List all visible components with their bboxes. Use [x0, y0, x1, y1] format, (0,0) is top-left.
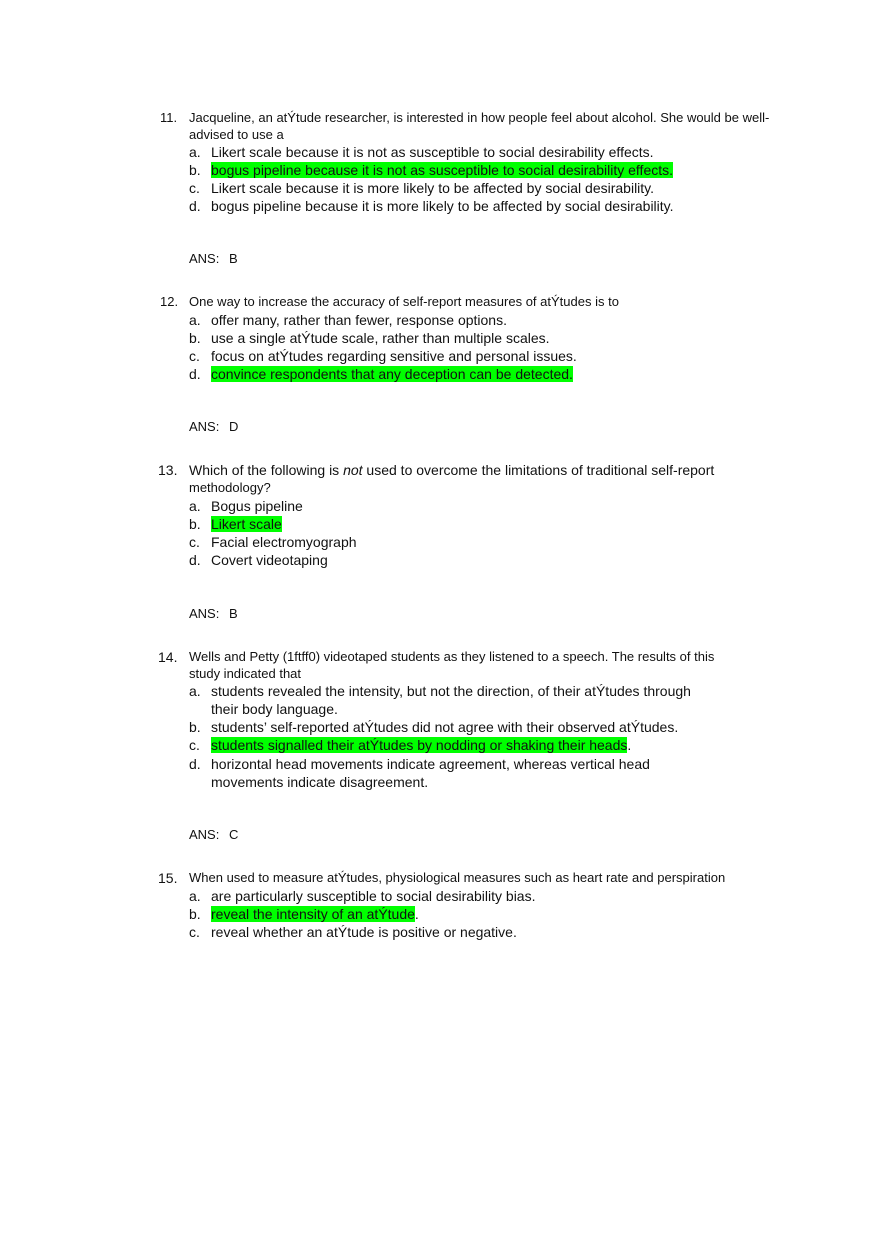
option-text: Bogus pipeline	[211, 498, 303, 514]
option-text: Likert scale because it is more likely to be affected by social desirability.	[211, 180, 655, 196]
option-text: use a single atÝtude scale, rather than multiple scales.	[211, 330, 550, 346]
question-stem-line: methodology?	[189, 480, 271, 495]
question-stem-line: advised to use a	[189, 127, 284, 142]
option-letter: c.	[189, 737, 200, 753]
option-letter: b.	[189, 330, 201, 346]
option-text-tail: .	[627, 737, 632, 753]
answer-value: D	[229, 419, 239, 434]
option-letter: a.	[189, 888, 201, 904]
option-text: Facial electromyograph	[211, 534, 357, 550]
option-letter: c.	[189, 534, 200, 550]
option-text: their body language.	[211, 701, 338, 717]
question-stem-line: study indicated that	[189, 666, 302, 681]
option-text: focus on atÝtudes regarding sensitive and personal issues.	[211, 348, 577, 364]
answer-value: B	[229, 251, 238, 266]
question-stem-line: When used to measure atÝtudes, physiological measures such as heart rate and perspiration	[189, 870, 726, 885]
option-text: offer many, rather than fewer, response options.	[211, 312, 507, 328]
answer-label: ANS:	[189, 606, 220, 621]
option-letter: d.	[189, 198, 201, 214]
answer-label: ANS:	[189, 251, 220, 266]
question-number: 13.	[158, 462, 178, 478]
question-stem-line: One way to increase the accuracy of self-report measures of atÝtudes is to	[189, 294, 619, 309]
option-text: reveal whether an atÝtude is positive or negative.	[211, 924, 517, 940]
answer-label: ANS:	[189, 419, 220, 434]
option-letter: c.	[189, 180, 200, 196]
option-text-highlighted: reveal the intensity of an atÝtude	[211, 906, 415, 922]
question-number: 11.	[160, 110, 178, 125]
option-text: Likert scale because it is not as susceptible to social desirability effects.	[211, 144, 654, 160]
option-text-highlighted: bogus pipeline because it is not as susceptible to social desirability effects.	[211, 162, 674, 178]
stem-text: used to overcome the limitations of traditional self-report	[362, 462, 715, 478]
option-letter: d.	[189, 756, 201, 772]
answer-value: B	[229, 606, 238, 621]
option-text: Covert videotaping	[211, 552, 328, 568]
option-letter: a.	[189, 312, 201, 328]
option-text: students revealed the intensity, but not the direction, of their atÝtudes through	[211, 683, 691, 699]
answer-value: C	[229, 827, 239, 842]
option-letter: d.	[189, 366, 201, 382]
option-letter: b.	[189, 516, 201, 532]
question-number: 12.	[160, 294, 179, 309]
option-text	[211, 906, 419, 922]
option-letter: c.	[189, 348, 200, 364]
stem-emphasis: not	[343, 462, 363, 478]
option-letter: d.	[189, 552, 201, 568]
option-text: students’ self-reported atÝtudes did not agree with their observed atÝtudes.	[211, 719, 679, 735]
option-letter: b.	[189, 162, 201, 178]
option-text-highlighted: Likert scale	[211, 516, 282, 532]
question-number: 15.	[158, 870, 178, 886]
option-letter: a.	[189, 683, 201, 699]
option-text: bogus pipeline because it is more likely to be affected by social desirability.	[211, 198, 674, 214]
option-letter: a.	[189, 144, 201, 160]
option-text-tail: .	[414, 906, 419, 922]
option-text: movements indicate disagreement.	[211, 774, 429, 790]
stem-text: Which of the following is	[189, 462, 344, 478]
option-letter: b.	[189, 719, 201, 735]
question-stem-line: Wells and Petty (1ftff0) videotaped students as they listened to a speech. The results of this	[189, 649, 715, 664]
option-text: are particularly susceptible to social desirability bias.	[211, 888, 536, 904]
question-number: 14.	[158, 649, 178, 665]
option-text: horizontal head movements indicate agreement, whereas vertical head	[211, 756, 650, 772]
option-text-highlighted: students signalled their atÝtudes by nodding or shaking their heads	[211, 737, 628, 753]
option-letter: c.	[189, 924, 200, 940]
option-text-highlighted: convince respondents that any deception can be detected.	[211, 366, 573, 382]
option-letter: b.	[189, 906, 201, 922]
question-stem-line: Jacqueline, an atÝtude researcher, is interested in how people feel about alcohol. She would be well-	[189, 110, 770, 125]
option-letter: a.	[189, 498, 201, 514]
question-stem-line	[189, 462, 714, 478]
answer-label: ANS:	[189, 827, 220, 842]
option-text	[211, 737, 631, 753]
